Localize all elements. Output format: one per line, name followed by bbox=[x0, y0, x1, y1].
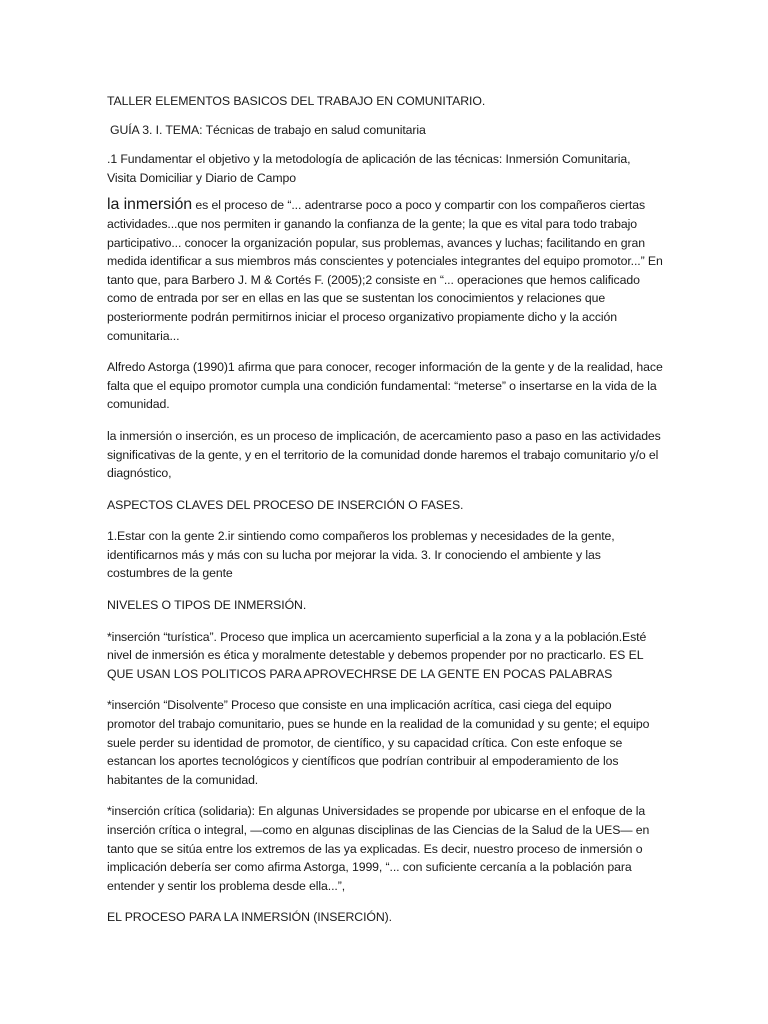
turistica-paragraph: *inserción “turística”. Proceso que implica un acercamiento superficial a la zona y a la población.Esté nivel de inmersión es ética y moralmente detestable y debemos propender por no practicarlo. ES EL QUE USAN LOS POLITICOS PARA APROVECHRSE DE LA GENTE EN POCAS PALABRAS bbox=[107, 629, 647, 681]
aspectos-paragraph: 1.Estar con la gente 2.ir sintiendo como compañeros los problemas y necesidades de la gente, identificarnos más y más con su lucha por mejorar la vida. 3. Ir conociendo el ambiente y las costumbres de la gente bbox=[107, 529, 615, 581]
document-title: TALLER ELEMENTOS BASICOS DEL TRABAJO EN COMUNITARIO. bbox=[107, 94, 486, 108]
objective-paragraph: .1 Fundamentar el objetivo y la metodología de aplicación de las técnicas: Inmersión Comunitaria, Visita Domiciliar y Diario de Campo bbox=[107, 152, 631, 185]
guide-heading: GUÍA 3. I. TEMA: Técnicas de trabajo en salud comunitaria bbox=[110, 122, 426, 137]
disolvente-paragraph: *inserción “Disolvente” Proceso que consiste en una implicación acrítica, casi ciega del equipo promotor del trabajo comunitario, pues se hunde en la realidad de la comunidad y su gente; el equipo suele perder su identidad de promotor, de científico, y su capacidad crítica. Con este enfoque se estancan los aportes tecnológicos y científicos que podrían contribuir al empoderamiento de los habitantes de la comunidad. bbox=[107, 698, 650, 787]
niveles-heading: NIVELES O TIPOS DE INMERSIÓN. bbox=[107, 598, 307, 613]
critica-paragraph: *inserción crítica (solidaria): En algunas Universidades se propende por ubicarse en el enfoque de la inserción crítica o integral, —como en algunas disciplinas de las Ciencias de la Salud de la UES— en tanto que se sitúa entre los extremos de las ya explicadas. Es decir, nuestro proceso de inmersión o implicación debería ser como afirma Astorga, 1999, “... con suficiente cercanía a la población para entender y sentir los problema desde ella...”, bbox=[107, 804, 650, 893]
insercion-paragraph: la inmersión o inserción, es un proceso de implicación, de acercamiento paso a paso en las actividades significativas de la gente, y en el territorio de la comunidad donde haremos el trabajo comunitario y/o el diagnóstico, bbox=[107, 428, 661, 481]
inmersion-text: es el proceso de “... adentrarse poco a poco y compartir con los compañeros ciertas actividades...que nos permiten ir ganando la confianza de la gente; la que es vital para todo trabajo participativo... conocer la organización popular, sus problemas, avances y luchas; facilitando en gran medida identificar a sus miembros más conscientes y potenciales integrantes del equipo promotor...” En tanto que, para Barbero J. M & Cortés F. (2005);2 consiste en “... operaciones que hemos calificado como de entrada por ser en ellas en las que se sustentan los conocimientos y relaciones que posteriormente podrán permitirnos iniciar el proceso organizativo propiamente dicho y la acción comunitaria... bbox=[107, 198, 663, 343]
proceso-heading: EL PROCESO PARA LA INMERSIÓN (INSERCIÓN). bbox=[107, 910, 392, 925]
aspectos-heading: ASPECTOS CLAVES DEL PROCESO DE INSERCIÓN O FASES. bbox=[107, 497, 464, 512]
inmersion-lead-word: la inmersión bbox=[107, 196, 193, 214]
document-page bbox=[107, 92, 663, 927]
inmersion-paragraph bbox=[107, 196, 663, 345]
astorga-paragraph: Alfredo Astorga (1990)1 afirma que para conocer, recoger información de la gente y de la realidad, hace falta que el equipo promotor cumpla una condición fundamental: “meterse” o insertarse en la vida de la comunidad. bbox=[107, 360, 663, 412]
